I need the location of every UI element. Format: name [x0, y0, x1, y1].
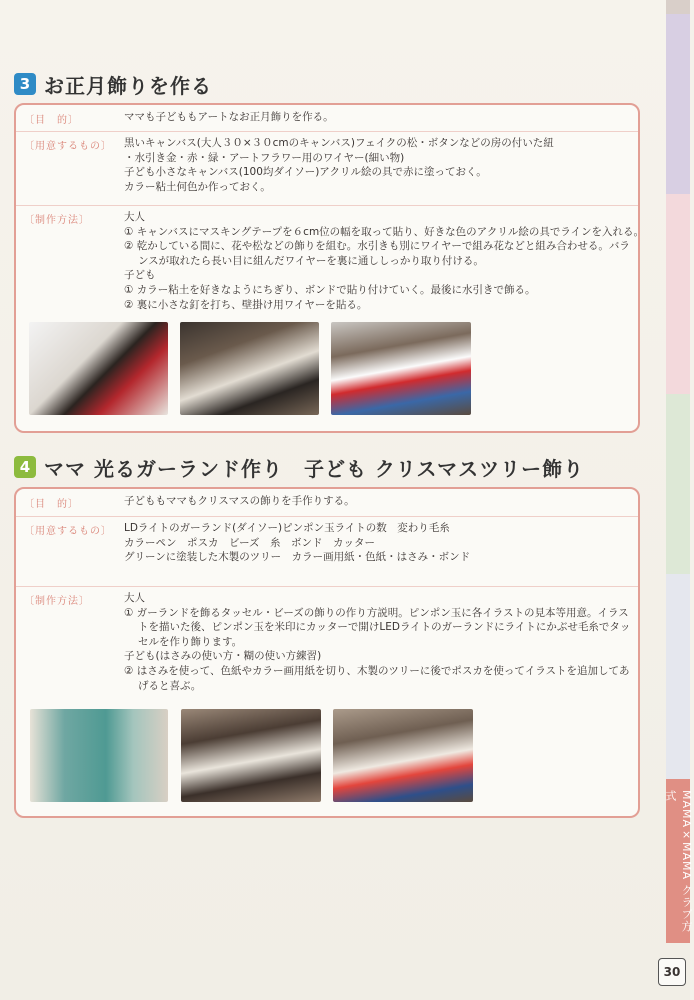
photo-children-crafting — [331, 322, 471, 415]
row-text — [124, 136, 634, 194]
purpose-row — [16, 489, 638, 517]
section-title: お正月飾りを作る — [44, 73, 212, 98]
text-line: 子どももママもクリスマスの飾りを手作りする。 — [124, 495, 355, 507]
photo-garland-display — [30, 709, 168, 802]
index-tab — [666, 394, 690, 574]
row-label: 〔制作方法〕 — [24, 596, 90, 607]
text-line: 大人 — [124, 211, 145, 223]
text-line: ② はさみを使って、色紙やカラー画用紙を切り、木製のツリーに後でポスカを使ってイラストを追加してあげると喜ぶ。 — [124, 664, 630, 692]
photo-new-year-decoration — [29, 322, 168, 415]
index-tab — [666, 14, 690, 194]
index-tab — [666, 194, 690, 394]
index-tab — [666, 574, 690, 779]
photo-children-tree-crafting — [333, 709, 473, 802]
text-line: カラーペン ポスカ ビーズ 糸 ボンド カッター — [124, 536, 375, 549]
section-4-heading — [14, 453, 584, 481]
row-label: 〔目 的〕 — [24, 115, 79, 126]
text-line: ② 乾かしている間に、花や松などの飾りを組む。水引きも別にワイヤーで組み花などと組み合わせる。バランスが取れたら長い目に組んだワイヤーを裏に通ししっかり取り付ける。 — [124, 240, 630, 267]
section-number-badge: 4 — [14, 456, 36, 478]
text-line: ママも子どももアートなお正月飾りを作る。 — [124, 111, 334, 123]
text-line: ② 裏に小さな釘を打ち、壁掛け用ワイヤーを貼る。 — [124, 298, 368, 311]
purpose-row — [16, 105, 638, 132]
page-number: 30 — [658, 958, 686, 986]
text-line: 子ども小さなキャンバス(100均ダイソー)アクリル絵の具で赤に塗っておく。 — [124, 166, 487, 179]
text-line: カラー粘土何色か作っておく。 — [124, 180, 271, 193]
row-label: 〔制作方法〕 — [24, 215, 90, 226]
row-text — [124, 110, 634, 125]
photo-adults-crafting — [180, 322, 319, 415]
row-text — [124, 591, 634, 693]
text-line: LDライトのガーランド(ダイソー)ピンポン玉ライトの数 変わり毛糸 — [124, 522, 450, 534]
text-line: 子ども(はさみの使い方・糊の使い方練習) — [124, 650, 322, 663]
text-line: 子ども — [124, 269, 156, 282]
section-3-heading — [14, 70, 212, 98]
text-line: ① カラー粘土を好きなようにちぎり、ボンドで貼り付けていく。最後に水引きで飾る。 — [124, 283, 536, 296]
text-line: ① キャンバスにマスキングテープを６cm位の幅を取って貼り、好きな色のアクリル絵の具でラインを入れる。 — [124, 225, 645, 238]
text-line: ① ガーランドを飾るタッセル・ビーズの飾りの作り方説明。ピンポン玉に各イラストの見本等用意。イラストを描いた後、ピンポン玉を米印にカッターで開けLEDライトのガーランドにライトにかぶせ毛糸でタッセルを作り飾ります。 — [124, 606, 631, 648]
row-label: 〔用意するもの〕 — [24, 141, 112, 152]
text-line: 大人 — [124, 592, 145, 604]
side-club-label: MAMA×MAMA クラブ方式 — [664, 790, 693, 933]
text-line: ・水引き金・赤・緑・アートフラワー用のワイヤー(細い物) — [124, 151, 405, 164]
row-label: 〔目 的〕 — [24, 499, 79, 510]
index-tab — [666, 0, 690, 14]
row-text — [124, 494, 634, 509]
row-text — [124, 210, 645, 312]
photo-group-workshop — [181, 709, 321, 802]
materials-row — [16, 131, 638, 206]
row-text — [124, 521, 634, 565]
section-number-badge: 3 — [14, 73, 36, 95]
text-line: 黒いキャンバス(大人３０×３０cmのキャンバス)フェイクの松・ボタンなどの房の付いた紐 — [124, 137, 554, 149]
text-line: グリーンに塗装した木製のツリー カラー画用紙・色紙・はさみ・ボンド — [124, 551, 471, 564]
row-label: 〔用意するもの〕 — [24, 526, 112, 537]
materials-row — [16, 516, 638, 587]
section-title: ママ 光るガーランド作り 子ども クリスマスツリー飾り — [44, 456, 585, 481]
